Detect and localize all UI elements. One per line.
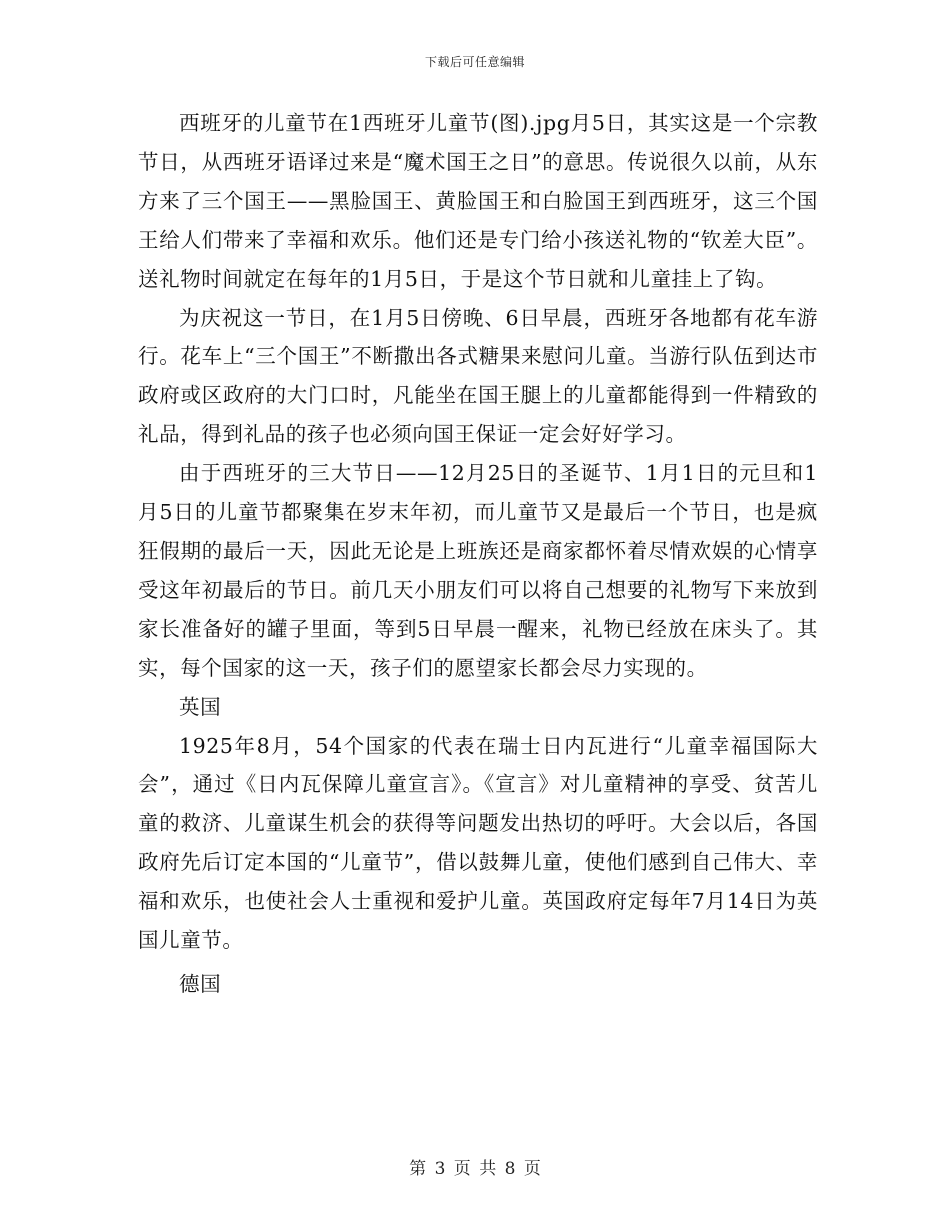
section-heading-germany: 德国 xyxy=(179,971,222,996)
paragraph-uk: 1925年8月，54个国家的代表在瑞士日内瓦进行“儿童幸福国际大会”，通过《日内瓦保障儿童宣言》。《宣言》对儿童精神的享受、贫苦儿童的救济、儿童谋生机会的获得等问题发出热切的呼吁。大会以后，各国政府先后订定本国的“儿童节”，借以鼓舞儿童，使他们感到自己伟大、幸福和欢乐，也使社会人士重视和爱护儿童。英国政府定每年7月14日为英国儿童节。 xyxy=(138,733,818,953)
document-body xyxy=(138,104,818,1004)
paragraph-spain-holidays: 由于西班牙的三大节日——12月25日的圣诞节、1月1日的元旦和1月5日的儿童节都聚集在岁末年初，而儿童节又是最后一个节日，也是疯狂假期的最后一天，因此无论是上班族还是商家都怀着尽情欢娱的心情享受这年初最后的节日。前几天小朋友们可以将自己想要的礼物写下来放到家长准备好的罐子里面，等到5日早晨一醒来，礼物已经放在床头了。其实，每个国家的这一天，孩子们的愿望家长都会尽力实现的。 xyxy=(138,461,818,680)
section-heading-uk: 英国 xyxy=(179,694,222,719)
paragraph-spain-parade: 为庆祝这一节日，在1月5日傍晚、6日早晨，西班牙各地都有花车游行。花车上“三个国王”不断撒出各式糖果来慰问儿童。当游行队伍到达市政府或区政府的大门口时，凡能坐在国王腿上的儿童都能得到一件精致的礼品，得到礼品的孩子也必须向国王保证一定会好好学习。 xyxy=(138,305,818,447)
page-header: 下载后可任意编辑 xyxy=(424,55,525,69)
paragraph-spain-intro: 西班牙的儿童节在1西班牙儿童节(图).jpg月5日，其实这是一个宗教节日，从西班牙语译过来是“魔术国王之日”的意思。传说很久以前，从东方来了三个国王——黑脸国王、黄脸国王和白脸国王到西班牙，这三个国王给人们带来了幸福和欢乐。他们还是专门给小孩送礼物的“钦差大臣”。送礼物时间就定在每年的1月5日，于是这个节日就和儿童挂上了钩。 xyxy=(138,111,818,291)
page-footer: 第 3 页 共 8 页 xyxy=(409,1159,541,1179)
